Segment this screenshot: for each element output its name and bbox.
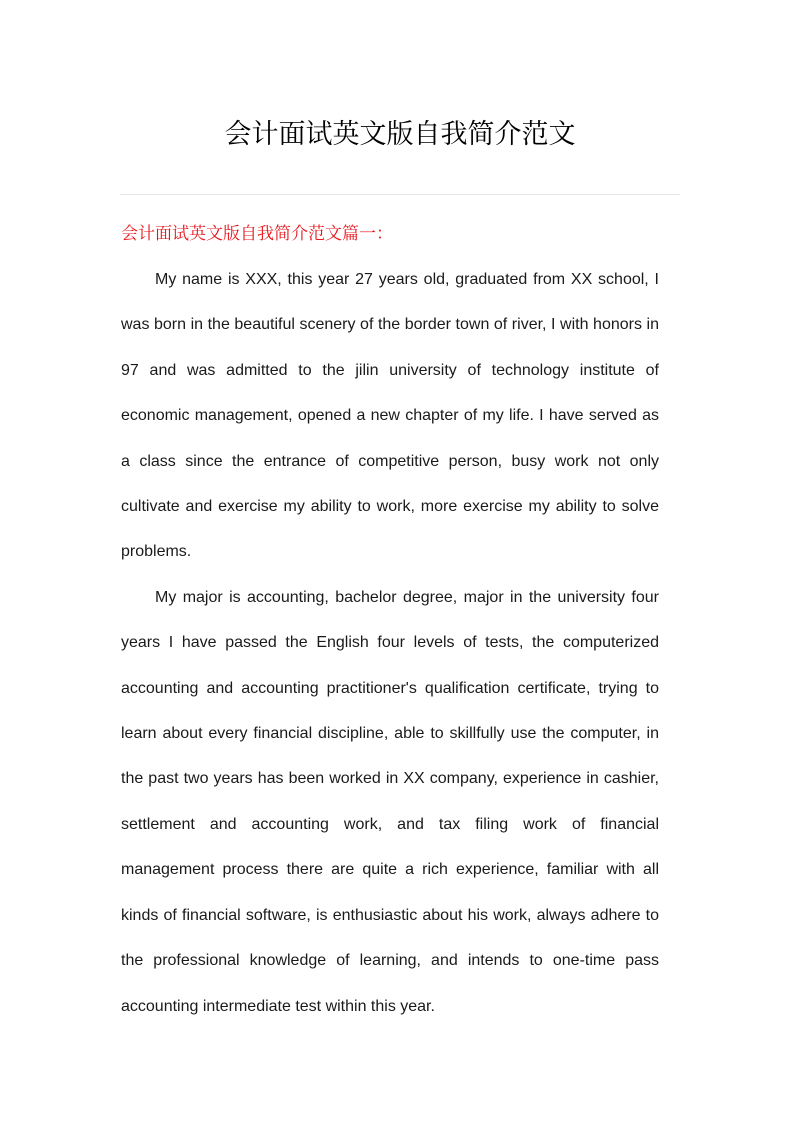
paragraph-1: My name is XXX, this year 27 years old, graduated from XX school, I was born in the beautiful scenery of the border town of river, I with honors in 97 and was admitted to the jilin university of technology institute of economic management, opened a new chapter of my life. I have served as a class since the entrance of competitive person, busy work not only cultivate and exercise my ability to work, more exercise my ability to solve problems. bbox=[121, 271, 659, 561]
title-divider bbox=[120, 194, 680, 195]
body-text bbox=[121, 257, 659, 1029]
paragraph-2: My major is accounting, bachelor degree, major in the university four years I have passed the English four levels of tests, the computerized accounting and accounting practitioner's qualification certificate, trying to learn about every financial discipline, able to skillfully use the computer, in the past two years has been worked in XX company, experience in cashier, settlement and accounting work, and tax filing work of financial management process there are quite a rich experience, familiar with all kinds of financial software, is enthusiastic about his work, always adhere to the professional knowledge of learning, and intends to one-time pass accounting intermediate test within this year. bbox=[121, 588, 659, 1015]
section-heading: 会计面试英文版自我简介范文篇一： bbox=[121, 224, 393, 244]
document-title: 会计面试英文版自我简介范文 bbox=[224, 119, 576, 150]
